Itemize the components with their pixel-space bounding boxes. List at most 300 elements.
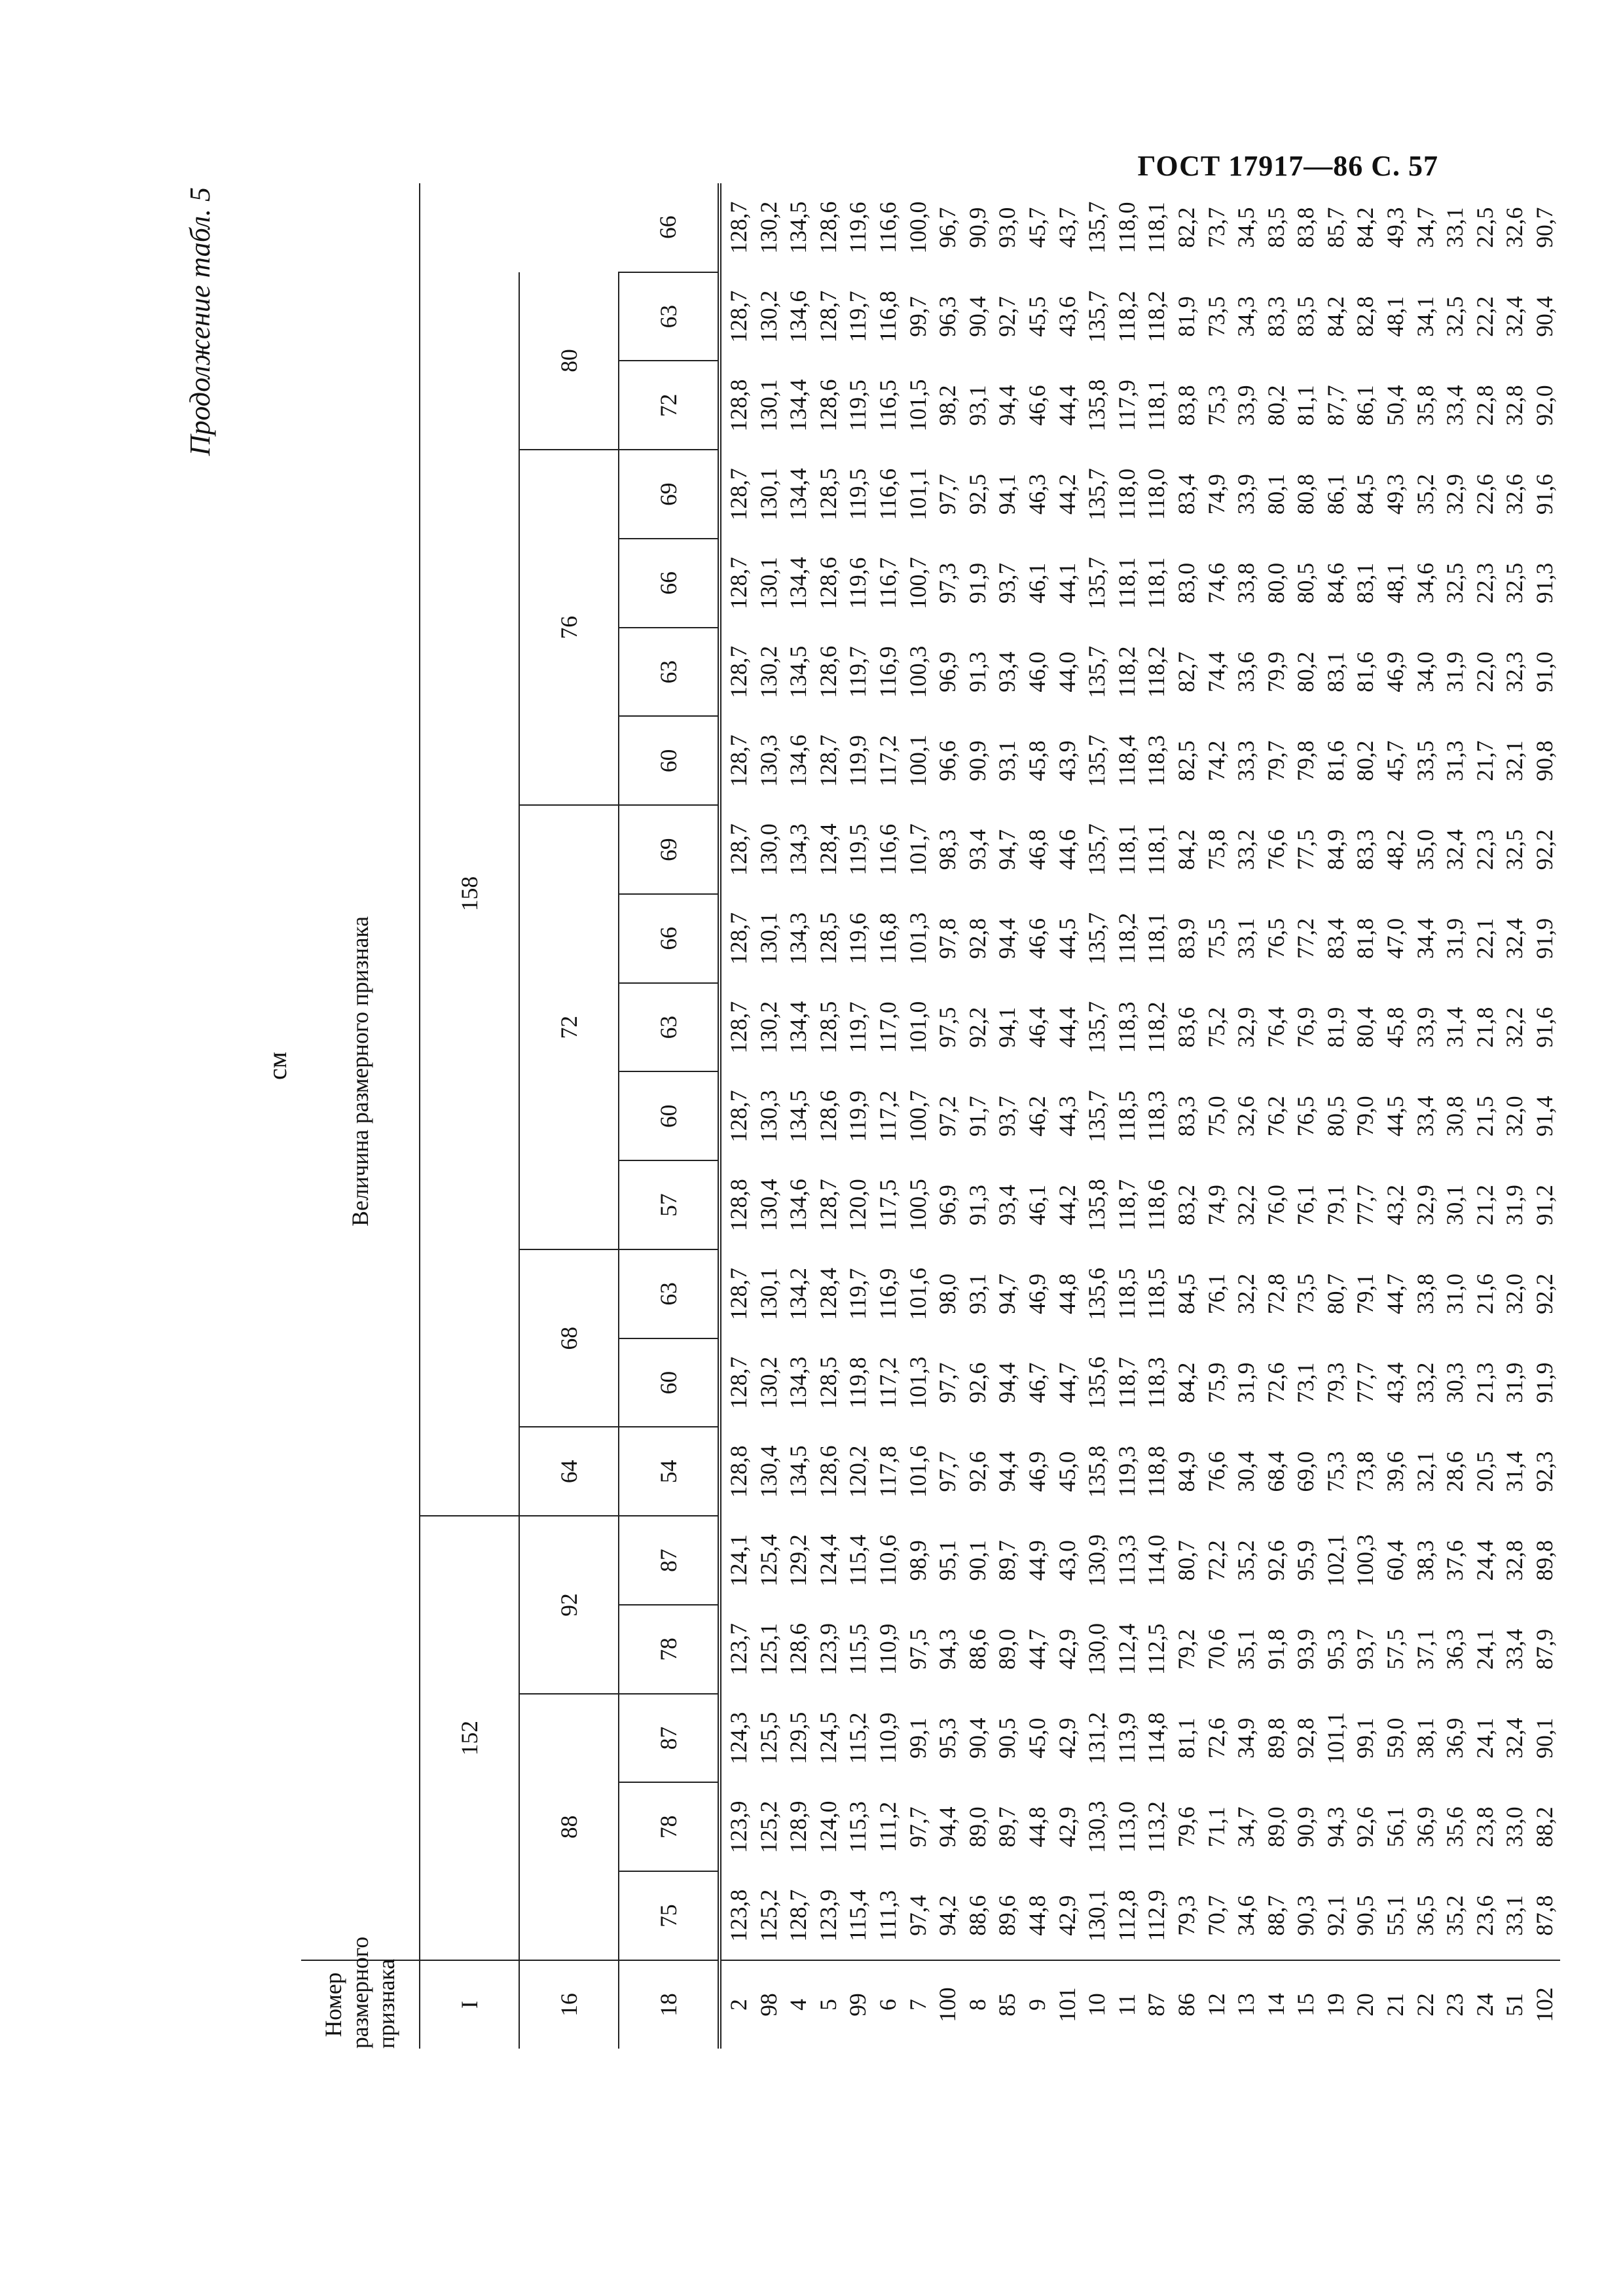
value-cell: 97,4 [904,1895,931,1936]
value-cell: 72,6 [1262,1362,1289,1403]
page-header: ГОСТ 17917—86 С. 57 [1137,150,1438,182]
value-cell: 94,4 [934,1806,961,1848]
value-cell: 130,2 [755,290,782,343]
value-cell: 118,2 [1143,291,1170,342]
value-cell: 85,7 [1322,207,1349,248]
table-row [814,183,844,2049]
value-cell: 128,8 [725,1445,752,1498]
value-cell: 90,4 [964,1717,991,1759]
value-cell: 97,5 [904,1628,931,1670]
value-cell: 97,7 [934,474,961,515]
value-cell: 94,4 [994,918,1021,959]
level-label-2: 16 [519,1960,619,2049]
value-cell: 79,2 [1173,1628,1199,1670]
level-label-3: 18 [619,1960,720,2049]
value-cell: 46,9 [1382,651,1409,692]
value-cell: 130,1 [755,1267,782,1320]
group-header-l2-2: 64 [519,1427,619,1516]
value-cell: 91,4 [1531,1096,1558,1137]
value-cell: 113,0 [1113,1801,1140,1853]
value-cell: 32,2 [1233,1185,1260,1226]
value-cell: 35,2 [1412,474,1438,515]
value-cell: 128,7 [725,734,752,787]
value-cell: 128,5 [814,912,841,965]
value-cell: 46,3 [1023,474,1050,515]
value-cell: 45,5 [1023,296,1050,337]
value-cell: 118,1 [1143,202,1170,254]
value-cell: 79,8 [1292,740,1319,781]
value-cell: 118,3 [1143,735,1170,787]
value-cell: 118,5 [1113,1090,1140,1142]
value-cell: 92,6 [1262,1540,1289,1581]
group-header-l2-0: 88 [519,1694,619,1960]
value-cell: 34,0 [1412,651,1438,692]
value-cell: 118,3 [1143,1357,1170,1408]
value-cell: 96,9 [934,651,961,692]
value-cell: 89,8 [1262,1717,1289,1759]
value-cell: 128,5 [814,1356,841,1409]
value-cell: 119,5 [845,823,871,876]
feature-number-cell: 87 [1142,1960,1172,2049]
value-cell: 21,3 [1471,1362,1498,1403]
value-cell: 118,2 [1113,646,1140,698]
group-header-l2-3: 68 [519,1249,619,1427]
value-cell: 22,1 [1471,918,1498,959]
feature-number-cell: 9 [1023,1960,1053,2049]
table-row [1023,183,1053,2049]
value-cell: 48,1 [1382,296,1409,337]
value-cell: 113,3 [1113,1534,1140,1587]
value-cell: 43,0 [1053,1540,1080,1581]
value-cell: 59,0 [1382,1717,1409,1759]
value-cell: 30,4 [1233,1451,1260,1492]
value-cell: 83,4 [1322,918,1349,959]
value-cell: 83,6 [1173,1007,1199,1048]
value-cell: 45,0 [1023,1717,1050,1759]
value-cell: 81,9 [1173,296,1199,337]
value-cell: 34,3 [1233,296,1260,337]
value-cell: 130,3 [1084,1801,1110,1854]
value-cell: 34,6 [1412,562,1438,603]
table-row [1231,183,1262,2049]
feature-number-cell: 14 [1262,1960,1292,2049]
value-cell: 80,5 [1322,1096,1349,1137]
feature-number-cell: 5 [814,1960,844,2049]
value-cell: 83,3 [1352,829,1379,870]
value-cell: 69,0 [1292,1451,1319,1492]
value-cell: 34,7 [1233,1806,1260,1848]
value-cell: 135,7 [1084,734,1110,787]
value-cell: 79,1 [1352,1273,1379,1314]
value-cell: 116,9 [874,646,901,698]
value-cell: 46,0 [1023,651,1050,692]
value-cell: 115,4 [845,1534,871,1587]
value-cell: 95,9 [1292,1540,1319,1581]
feature-number-cell: 13 [1231,1960,1262,2049]
value-cell: 90,1 [964,1540,991,1581]
value-cell: 32,6 [1233,1096,1260,1137]
value-cell: 33,8 [1412,1273,1438,1314]
value-cell: 102,1 [1322,1534,1349,1587]
value-cell: 116,6 [874,823,901,876]
value-cell: 80,2 [1292,651,1319,692]
value-cell: 114,0 [1143,1534,1170,1587]
value-cell: 42,9 [1053,1806,1080,1848]
value-cell: 73,5 [1203,296,1230,337]
value-cell: 124,4 [814,1534,841,1587]
value-cell: 113,2 [1143,1801,1170,1853]
value-cell: 46,1 [1023,562,1050,603]
value-cell: 84,2 [1352,207,1379,248]
value-cell: 48,2 [1382,829,1409,870]
value-cell: 135,8 [1084,1179,1110,1232]
value-cell: 90,4 [964,296,991,337]
value-cell: 33,6 [1233,651,1260,692]
column-header: 87 [619,1516,720,1605]
value-cell: 33,4 [1412,1096,1438,1137]
table-row [1351,183,1381,2049]
value-cell: 80,1 [1262,474,1289,515]
value-cell: 35,2 [1442,1895,1468,1936]
value-cell: 94,2 [934,1895,961,1936]
feature-number-cell: 86 [1172,1960,1202,2049]
value-cell: 76,4 [1262,1007,1289,1048]
value-cell: 32,4 [1442,829,1468,870]
value-cell: 128,7 [725,290,752,343]
value-cell: 93,4 [994,1185,1021,1226]
value-cell: 128,7 [725,1267,752,1320]
value-cell: 89,7 [994,1806,1021,1848]
feature-number-cell: 7 [903,1960,934,2049]
value-cell: 37,1 [1412,1628,1438,1670]
value-cell: 101,6 [904,1267,931,1320]
value-cell: 81,1 [1173,1717,1199,1759]
value-cell: 79,6 [1173,1806,1199,1848]
value-cell: 116,6 [874,202,901,254]
value-cell: 44,6 [1053,829,1080,870]
value-cell: 99,1 [1352,1717,1379,1759]
value-cell: 44,8 [1023,1895,1050,1936]
value-cell: 90,9 [964,740,991,781]
value-cell: 44,8 [1023,1806,1050,1848]
feature-number-cell: 6 [873,1960,903,2049]
value-cell: 134,4 [785,379,812,432]
value-cell: 95,3 [934,1717,961,1759]
value-cell: 80,2 [1352,740,1379,781]
value-cell: 32,5 [1442,562,1468,603]
value-cell: 31,9 [1501,1185,1528,1226]
value-cell: 119,7 [845,291,871,342]
value-cell: 70,7 [1203,1895,1230,1936]
value-cell: 88,7 [1262,1895,1289,1936]
value-cell: 32,5 [1501,562,1528,603]
value-cell: 134,5 [785,1445,812,1498]
value-cell: 24,1 [1471,1628,1498,1670]
value-cell: 114,8 [1143,1712,1170,1764]
value-cell: 118,1 [1143,557,1170,609]
value-cell: 76,1 [1292,1185,1319,1226]
group-header-l2-6: 80 [519,272,619,450]
value-cell: 135,7 [1084,1001,1110,1054]
value-cell: 118,0 [1113,468,1140,520]
value-cell: 44,4 [1053,1007,1080,1048]
value-cell: 91,3 [964,1185,991,1226]
value-cell: 32,5 [1501,829,1528,870]
value-cell: 60,4 [1382,1540,1409,1581]
value-cell: 101,1 [904,468,931,521]
column-header: 63 [619,983,720,1072]
feature-number-cell: 11 [1112,1960,1142,2049]
value-cell: 81,9 [1322,1007,1349,1048]
value-cell: 119,5 [845,468,871,520]
value-cell: 83,5 [1262,207,1289,248]
value-cell: 45,7 [1382,740,1409,781]
value-cell: 128,6 [814,556,841,609]
value-cell: 35,0 [1412,829,1438,870]
value-cell: 117,0 [874,1001,901,1053]
value-cell: 97,3 [934,562,961,603]
value-cell: 113,9 [1113,1712,1140,1764]
value-cell: 94,7 [994,1273,1021,1314]
column-header: 75 [619,1871,720,1960]
value-cell: 21,7 [1471,740,1498,781]
value-cell: 89,8 [1531,1540,1558,1581]
value-cell: 76,9 [1292,1007,1319,1048]
column-header: 78 [619,1783,720,1872]
column-header: 63 [619,1249,720,1338]
value-cell: 83,4 [1173,474,1199,515]
value-cell: 128,7 [725,468,752,521]
value-cell: 130,1 [1084,1889,1110,1942]
value-cell: 98,0 [934,1273,961,1314]
value-cell: 128,7 [725,823,752,876]
value-cell: 22,3 [1471,562,1498,603]
value-cell: 74,9 [1203,474,1230,515]
feature-number-cell: 2 [720,1960,754,2049]
value-cell: 44,0 [1053,651,1080,692]
value-cell: 30,3 [1442,1362,1468,1403]
value-cell: 128,9 [785,1801,812,1854]
value-cell: 21,2 [1471,1185,1498,1226]
value-cell: 100,1 [904,734,931,787]
value-cell: 93,0 [994,207,1021,248]
value-cell: 98,9 [904,1540,931,1581]
table-row [1291,183,1321,2049]
value-cell: 131,2 [1084,1712,1110,1765]
value-cell: 97,8 [934,918,961,959]
value-cell: 135,7 [1084,201,1110,254]
value-cell: 118,3 [1113,1001,1140,1053]
value-cell: 33,1 [1233,918,1260,959]
value-cell: 116,5 [874,380,901,431]
column-header: 87 [619,1694,720,1783]
value-cell: 130,3 [755,1090,782,1143]
value-cell: 91,3 [964,651,991,692]
value-cell: 80,7 [1322,1273,1349,1314]
value-cell: 118,0 [1113,202,1140,254]
value-cell: 117,2 [874,1357,901,1408]
value-cell: 72,2 [1203,1540,1230,1581]
value-cell: 55,1 [1382,1895,1409,1936]
value-cell: 77,5 [1292,829,1319,870]
table-row [1470,183,1501,2049]
value-cell: 80,4 [1352,1007,1379,1048]
value-cell: 128,6 [814,1090,841,1143]
value-cell: 128,7 [725,556,752,609]
value-cell: 125,5 [755,1712,782,1765]
value-cell: 77,7 [1352,1185,1379,1226]
feature-number-cell: 12 [1202,1960,1232,2049]
value-cell: 119,6 [845,202,871,254]
value-cell: 81,1 [1292,385,1319,426]
value-cell: 31,0 [1442,1273,1468,1314]
table-row [963,183,993,2049]
value-cell: 128,5 [814,1001,841,1054]
value-cell: 34,1 [1412,296,1438,337]
value-cell: 92,7 [994,296,1021,337]
value-cell: 46,4 [1023,1007,1050,1048]
table-row [1142,183,1172,2049]
value-cell: 118,5 [1143,1268,1170,1320]
value-cell: 130,4 [755,1445,782,1498]
value-cell: 100,3 [1352,1534,1379,1587]
value-cell: 75,5 [1203,918,1230,959]
value-cell: 124,0 [814,1801,841,1854]
value-cell: 42,9 [1053,1895,1080,1936]
value-cell: 34,6 [1233,1895,1260,1936]
table-row [720,183,754,2049]
value-cell: 93,1 [964,1273,991,1314]
value-cell: 22,5 [1471,207,1498,248]
value-cell: 100,7 [904,556,931,609]
value-cell: 46,9 [1023,1451,1050,1492]
table-row [1411,183,1441,2049]
value-cell: 98,3 [934,829,961,870]
value-cell: 100,3 [904,645,931,698]
value-cell: 32,1 [1412,1451,1438,1492]
value-cell: 44,3 [1053,1096,1080,1137]
column-header: 69 [619,450,720,539]
value-cell: 32,4 [1501,918,1528,959]
value-cell: 43,6 [1053,296,1080,337]
value-cell: 22,0 [1471,651,1498,692]
value-cell: 135,7 [1084,645,1110,698]
table-row [784,183,814,2049]
value-cell: 96,6 [934,740,961,781]
value-cell: 31,4 [1501,1451,1528,1492]
value-cell: 33,1 [1501,1895,1528,1936]
feature-number-cell: 4 [784,1960,814,2049]
value-cell: 84,5 [1352,474,1379,515]
value-cell: 90,7 [1531,207,1558,248]
value-cell: 101,7 [904,823,931,876]
value-cell: 32,6 [1501,207,1528,248]
table-row [1262,183,1292,2049]
group-header-l2-1: 92 [519,1516,619,1694]
column-header: 78 [619,1605,720,1694]
value-cell: 118,1 [1143,380,1170,431]
value-cell: 100,7 [904,1090,931,1143]
value-cell: 89,0 [994,1628,1021,1670]
value-cell: 130,1 [755,468,782,521]
value-cell: 74,6 [1203,562,1230,603]
value-cell: 76,0 [1262,1185,1289,1226]
feature-number-cell: 99 [843,1960,873,2049]
value-cell: 34,5 [1233,207,1260,248]
feature-number-cell: 98 [754,1960,784,2049]
value-cell: 83,1 [1352,562,1379,603]
column-header: 54 [619,1427,720,1516]
column-header: 63 [619,628,720,717]
value-cell: 97,7 [934,1362,961,1403]
value-cell: 123,8 [725,1889,752,1942]
feature-number-cell: 10 [1082,1960,1112,2049]
table-row [993,183,1023,2049]
value-cell: 116,6 [874,468,901,520]
table-row [873,183,903,2049]
value-cell: 118,3 [1143,1090,1170,1142]
value-cell: 111,3 [874,1890,901,1941]
value-cell: 110,6 [874,1534,901,1587]
value-cell: 33,2 [1412,1362,1438,1403]
value-cell: 97,2 [934,1096,961,1137]
value-cell: 36,3 [1442,1628,1468,1670]
value-cell: 33,9 [1233,385,1260,426]
value-cell: 68,4 [1262,1451,1289,1492]
value-cell: 112,5 [1143,1623,1170,1676]
value-cell: 93,7 [994,562,1021,603]
table-row [1321,183,1351,2049]
value-cell: 90,3 [1292,1895,1319,1936]
value-cell: 116,8 [874,912,901,965]
value-cell: 42,9 [1053,1717,1080,1759]
value-cell: 87,8 [1531,1895,1558,1936]
value-cell: 119,7 [845,1268,871,1320]
value-cell: 28,6 [1442,1451,1468,1492]
value-cell: 116,8 [874,291,901,342]
value-cell: 89,6 [994,1895,1021,1936]
value-cell: 43,2 [1382,1185,1409,1226]
value-cell: 84,2 [1322,296,1349,337]
value-cell: 79,1 [1322,1185,1349,1226]
value-cell: 47,0 [1382,918,1409,959]
value-cell: 76,5 [1262,918,1289,959]
value-cell: 36,5 [1412,1895,1438,1936]
value-cell: 33,2 [1233,829,1260,870]
value-cell: 32,9 [1233,1007,1260,1048]
value-cell: 44,4 [1053,385,1080,426]
value-cell: 45,0 [1053,1451,1080,1492]
value-cell: 84,9 [1173,1451,1199,1492]
value-cell: 84,2 [1173,1362,1199,1403]
value-cell: 32,8 [1501,385,1528,426]
value-cell: 94,3 [934,1628,961,1670]
value-cell: 39,6 [1382,1451,1409,1492]
value-cell: 82,7 [1173,651,1199,692]
value-cell: 50,4 [1382,385,1409,426]
value-cell: 98,2 [934,385,961,426]
value-cell: 32,3 [1501,651,1528,692]
value-cell: 118,1 [1143,912,1170,965]
value-cell: 115,2 [845,1712,871,1764]
value-cell: 38,1 [1412,1717,1438,1759]
value-cell: 88,6 [964,1895,991,1936]
table-row [1202,183,1232,2049]
value-cell: 94,1 [994,474,1021,515]
value-cell: 130,9 [1084,1534,1110,1587]
value-cell: 87,9 [1531,1628,1558,1670]
value-cell: 119,3 [1113,1446,1140,1498]
